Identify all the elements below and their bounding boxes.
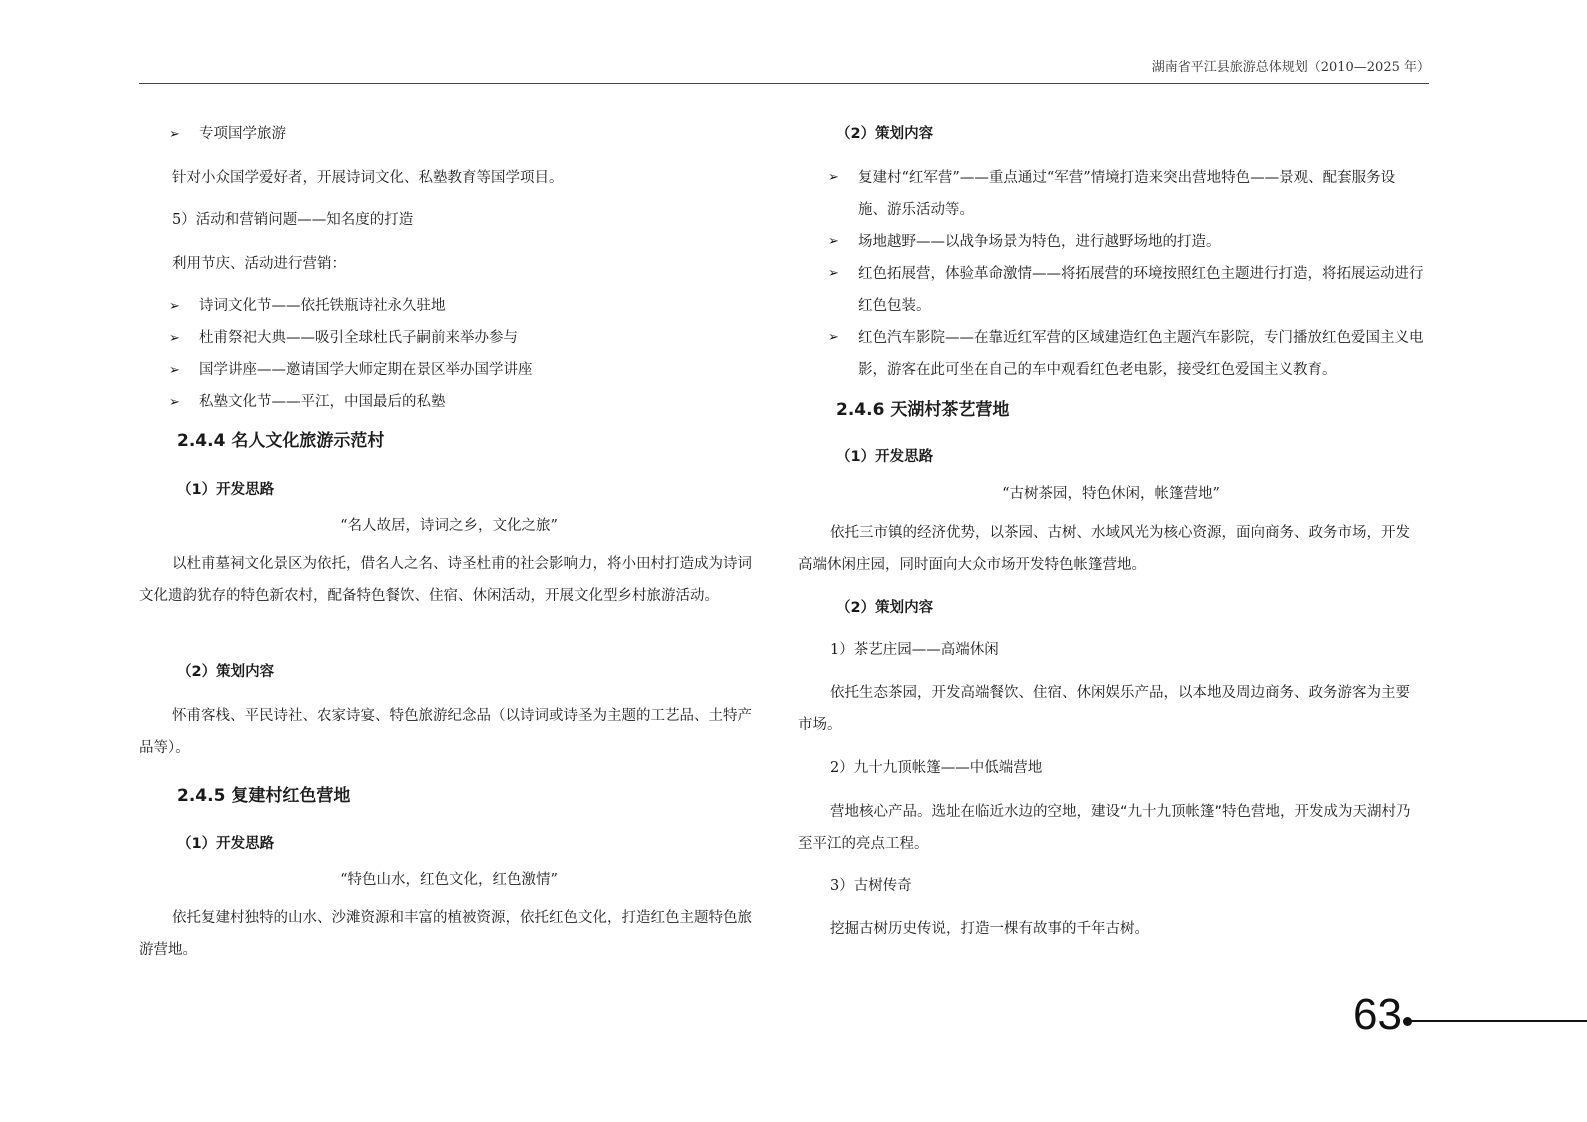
arrow-bullet-icon: ➢: [828, 234, 839, 249]
arrow-bullet-icon: ➢: [169, 363, 180, 378]
bullet-text: 国学讲座——邀请国学大师定期在景区举办国学讲座: [199, 362, 533, 378]
list-item-heading: 2）九十九顶帐篷——中低端营地: [830, 760, 1043, 776]
arrow-bullet-icon: ➢: [169, 331, 180, 346]
subsection-heading: （1）开发思路: [177, 836, 275, 852]
bullet-item: [828, 322, 1424, 386]
bullet-item: [169, 296, 446, 317]
list-item-heading: 3）古树传奇: [830, 878, 912, 894]
page-number-rule: [1410, 1020, 1587, 1022]
paragraph: 依托生态茶园，开发高端餐饮、住宿、休闲娱乐产品，以本地及周边商务、政务游客为主要市场。: [798, 685, 1410, 733]
paragraph: 怀甫客栈、平民诗社、农家诗宴、特色旅游纪念品（以诗词或诗圣为主题的工艺品、土特产品等）。: [139, 708, 752, 756]
paragraph: 营地核心产品。选址在临近水边的空地，建设“九十九顶帐篷”特色营地，开发成为天湖村乃至平江的亮点工程。: [798, 804, 1411, 852]
slogan: “古树茶园，特色休闲，帐篷营地”: [1002, 486, 1220, 502]
bullet-text: 红色汽车影院——在靠近红军营的区域建造红色主题汽车影院，专门播放红色爱国主义电影，游客在此可坐在自己的车中观看红色老电影，接受红色爱国主义教育。: [858, 330, 1424, 378]
paragraph: 利用节庆、活动进行营销：: [172, 256, 346, 272]
paragraph: 挖掘古树历史传说，打造一棵有故事的千年古树。: [830, 921, 1149, 937]
list-item-heading: 5）活动和营销问题——知名度的打造: [172, 212, 414, 228]
bullet-text: 私塾文化节——平江，中国最后的私塾: [199, 394, 446, 410]
bullet-item: [828, 162, 1424, 226]
bullet-text: 杜甫祭祀大典——吸引全球杜氏子嗣前来举办参与: [199, 330, 518, 346]
page-number: 63: [1353, 990, 1402, 1039]
bullet-text: 复建村“红军营”——重点通过“军营”情境打造来突出营地特色——景观、配套服务设施、游乐活动等。: [858, 170, 1396, 218]
bullet-item: [169, 360, 533, 381]
arrow-bullet-icon: ➢: [169, 395, 180, 410]
paragraph: 针对小众国学爱好者，开展诗词文化、私塾教育等国学项目。: [172, 170, 564, 186]
subsection-heading: （2）策划内容: [836, 600, 934, 616]
bullet-text: 诗词文化节——依托铁瓶诗社永久驻地: [199, 298, 446, 314]
slogan: “特色山水，红色文化，红色激情”: [340, 872, 558, 888]
running-header: 湖南省平江县旅游总体规划（2010—2025 年）: [1151, 60, 1430, 75]
arrow-bullet-icon: ➢: [828, 170, 839, 185]
section-heading: 2.4.6 天湖村茶艺营地: [836, 400, 1010, 420]
arrow-bullet-icon: ➢: [169, 299, 180, 314]
subsection-heading: （2）策划内容: [177, 664, 275, 680]
subsection-heading: （1）开发思路: [177, 482, 275, 498]
arrow-bullet-icon: ➢: [828, 330, 839, 345]
bullet-guoxue: [169, 124, 286, 145]
bullet-text: 专项国学旅游: [199, 126, 286, 142]
bullet-item: [169, 328, 518, 349]
section-heading: 2.4.4 名人文化旅游示范村: [177, 431, 385, 451]
bullet-text: 场地越野——以战争场景为特色，进行越野场地的打造。: [858, 234, 1221, 250]
list-item-heading: 1）茶艺庄园——高端休闲: [830, 642, 999, 658]
subsection-heading: （2）策划内容: [836, 126, 934, 142]
bullet-item: [828, 226, 1424, 258]
paragraph: 依托三市镇的经济优势，以茶园、古树、水域风光为核心资源，面向商务、政务市场，开发高端休闲庄园，同时面向大众市场开发特色帐篷营地。: [798, 525, 1410, 573]
bullet-item: [828, 258, 1424, 322]
subsection-heading: （1）开发思路: [836, 449, 934, 465]
paragraph: 以杜甫墓祠文化景区为依托，借名人之名、诗圣杜甫的社会影响力，将小田村打造成为诗词文化遗韵犹存的特色新农村，配备特色餐饮、住宿、休闲活动，开展文化型乡村旅游活动。: [139, 556, 752, 604]
header-divider: [139, 83, 1429, 84]
section-heading: 2.4.5 复建村红色营地: [177, 786, 351, 806]
arrow-bullet-icon: ➢: [169, 127, 180, 142]
paragraph: 依托复建村独特的山水、沙滩资源和丰富的植被资源，依托红色文化，打造红色主题特色旅游营地。: [139, 910, 752, 958]
bullet-item: [169, 392, 446, 413]
bullet-text: 红色拓展营，体验革命激情——将拓展营的环境按照红色主题进行打造，将拓展运动进行红色包装。: [858, 266, 1424, 314]
arrow-bullet-icon: ➢: [828, 266, 839, 281]
slogan: “名人故居，诗词之乡，文化之旅”: [340, 518, 558, 534]
